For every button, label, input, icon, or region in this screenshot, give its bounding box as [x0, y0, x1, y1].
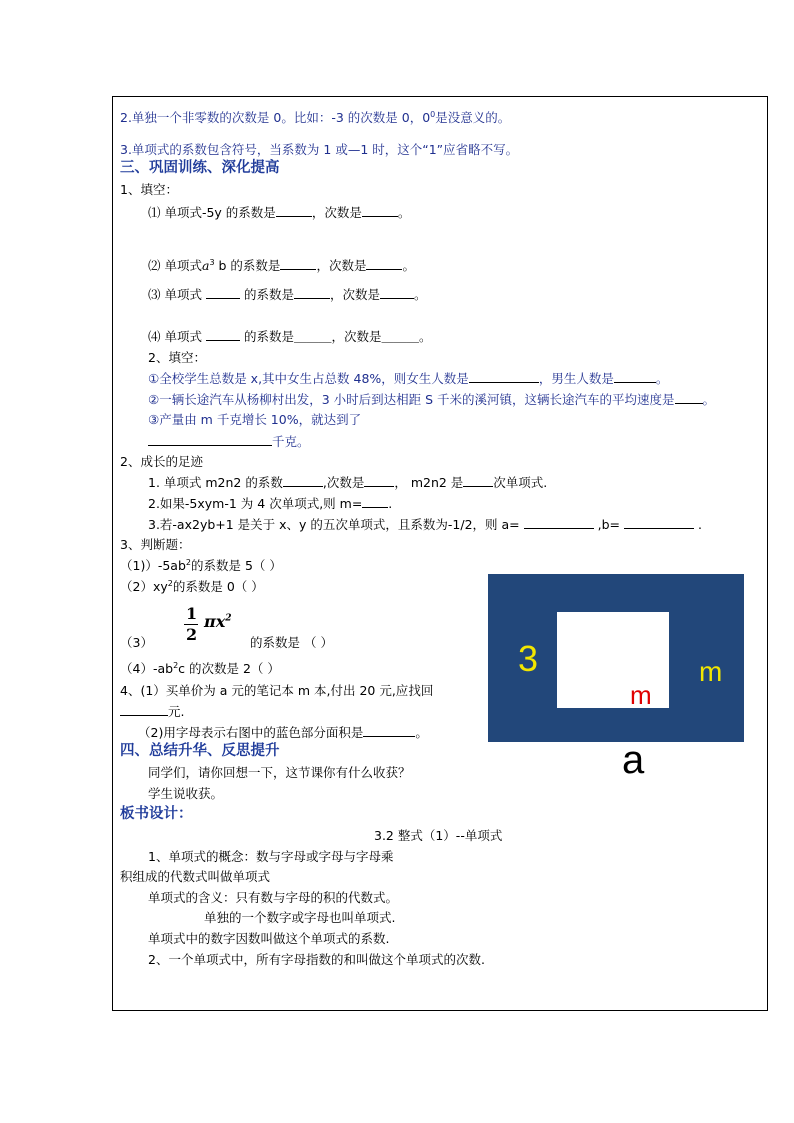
fraction-denominator: 2: [186, 625, 198, 644]
q1-4: [148, 328, 431, 345]
blank[interactable]: [614, 370, 656, 383]
q2-1-end: 。: [655, 371, 669, 386]
q2-3-unit: 千克。: [272, 434, 310, 449]
board-line2: 积组成的代数式叫做单项式: [120, 869, 271, 884]
blank[interactable]: [283, 474, 323, 487]
blank[interactable]: [524, 516, 594, 529]
rule-zero-degree-sup: 0: [430, 109, 436, 119]
figure-bottom-label: a: [622, 738, 645, 782]
growth-1-text-b: ,次数是: [322, 475, 365, 490]
growth-3: [148, 516, 702, 533]
judge-2: [120, 579, 264, 595]
q1-2-text-c: ，次数是: [316, 258, 367, 273]
board-heading: 3.2 整式（1）--单项式: [374, 828, 503, 843]
q1-1: [148, 204, 410, 221]
blank[interactable]: [206, 286, 240, 299]
growth-2: [148, 495, 392, 512]
q1-3-end: 。: [413, 287, 427, 302]
blank[interactable]: [206, 328, 240, 341]
blank[interactable]: [362, 495, 388, 508]
q1-2-end: 。: [402, 258, 415, 273]
q1-1-text-b: ，次数是: [311, 205, 362, 220]
q1-2: [148, 257, 415, 274]
judge-2-tail: 的系数是 0（ ）: [172, 579, 264, 594]
judge-3-tail: 的系数是 （ ）: [250, 635, 333, 650]
blank[interactable]: [148, 433, 272, 446]
q2-1: [148, 370, 668, 387]
growth-2-text: 2.如果-5xym-1 为 4 次单项式,则 m=: [148, 496, 363, 511]
rule-zero-degree: [120, 110, 510, 126]
section4-line1: 同学们，请你回想一下，这节课你有什么收获？: [148, 765, 411, 780]
inner-square: [557, 612, 669, 708]
blank[interactable]: [276, 204, 312, 217]
board-title: 板书设计：: [120, 806, 193, 822]
q4-2-text: （2)用字母表示右图中的蓝色部分面积是: [138, 725, 364, 740]
q1-4-text-b: 的系数是＿＿＿，次数是＿＿＿。: [243, 329, 432, 344]
judge-1-sup: 2: [185, 557, 191, 567]
blank[interactable]: [294, 286, 330, 299]
blank[interactable]: [463, 474, 493, 487]
blank[interactable]: [469, 370, 539, 383]
pi-x-term: [204, 612, 232, 631]
growth-1-end: 次单项式.: [493, 475, 548, 490]
q1-3-text-b: 的系数是: [243, 287, 294, 302]
q2-1-text-b: ，男生人数是: [538, 371, 614, 386]
figure-inner-label: m: [630, 680, 652, 710]
blank[interactable]: [280, 257, 316, 270]
growth-2-end: .: [388, 496, 393, 511]
q4-1-unit: 元.: [168, 704, 185, 719]
var-b: b: [214, 258, 227, 273]
growth-3-end: .: [697, 517, 702, 532]
growth-3-text-b: ,b=: [597, 517, 621, 532]
growth-3-text: 3.若-ax2yb+1 是关于 x、y 的五次单项式，且系数为-1/2，则 a=: [148, 517, 520, 532]
board-line1: 1、单项式的概念：数与字母或字母与字母乘: [148, 849, 394, 864]
growth-1-text-c: ， m2n2 是: [394, 475, 464, 490]
q2-2-end: 。: [702, 392, 716, 407]
q2-1-text: ①全校学生总数是 x,其中女生占总数 48%，则女生人数是: [148, 371, 469, 386]
judge-title: 3、判断题：: [120, 537, 191, 552]
section3-title: 三、巩固训练、深化提高: [120, 160, 280, 176]
section4-title: 四、总结升华、反思提升: [120, 743, 280, 759]
judge-2-text: （2）xy: [120, 579, 168, 594]
q1-3-text-c: ，次数是: [329, 287, 380, 302]
judge-4: [120, 661, 280, 677]
judge-1-tail: 的系数是 5（ ）: [190, 558, 282, 573]
blank[interactable]: [380, 286, 414, 299]
board-line6: 2、一个单项式中，所有字母指数的和叫做这个单项式的次数.: [148, 952, 485, 967]
q1-3-text: ⑶ 单项式: [148, 287, 202, 302]
q2-3: ③产量由 m 千克增长 10%，就达到了: [148, 412, 362, 427]
board-line5: 单项式中的数字因数叫做这个单项式的系数.: [148, 931, 390, 946]
var-a-exponent: 3: [209, 257, 215, 267]
q1-1-end: 。: [397, 205, 411, 220]
rule-zero-degree-tail: 是没意义的。: [435, 110, 511, 125]
q2-label: 2、填空：: [148, 350, 206, 365]
q4-2-end: 。: [415, 725, 428, 740]
blank[interactable]: [366, 257, 402, 270]
section4-line2: 学生说收获。: [148, 786, 224, 801]
q2-2-text: ②一辆长途汽车从杨柳村出发，3 小时后到达相距 S 千米的溪河镇，这辆长途汽车的平均速度是: [148, 392, 675, 407]
q1-2-text-b: 的系数是: [226, 258, 281, 273]
q1-1-text: ⑴ 单项式-5y 的系数是: [148, 205, 276, 220]
judge-4-sup: 2: [173, 660, 179, 670]
blank[interactable]: [362, 204, 398, 217]
q2-3-answer: [148, 433, 310, 450]
blank[interactable]: [120, 703, 168, 716]
growth-1-text: 1. 单项式 m2n2 的系数: [148, 475, 283, 490]
board-line3: 单项式的含义：只有数与字母的积的代数式。: [148, 890, 399, 905]
figure-right-label: m: [699, 656, 723, 687]
blank[interactable]: [364, 474, 394, 487]
q1-3: [148, 286, 427, 303]
blank[interactable]: [363, 724, 415, 737]
judge-1: [120, 558, 282, 574]
figure-left-label: 3: [518, 638, 539, 679]
rule-coefficient: 3.单项式的系数包含符号，当系数为 1 或—1 时，这个“1”应省略不写。: [120, 142, 519, 157]
blank[interactable]: [675, 391, 703, 404]
q4-1-answer: [120, 703, 184, 720]
growth-1: [148, 474, 547, 491]
judge-1-text: （1)）-5ab: [120, 558, 186, 573]
rule-zero-degree-text: 2.单独一个非零数的次数是 0。比如：-3 的次数是 0，0: [120, 110, 431, 125]
board-line4: 单独的一个数字或字母也叫单项式.: [204, 910, 396, 925]
growth-title: 2、成长的足迹: [120, 454, 203, 469]
judge-3-label: （3）: [120, 635, 153, 650]
fraction-numerator: 1: [186, 604, 198, 623]
judge-4-tail: c 的次数是 2（ ）: [178, 661, 280, 676]
q1-2-text: ⑵ 单项式: [148, 258, 202, 273]
judge-2-sup: 2: [167, 578, 173, 588]
q1-4-text: ⑷ 单项式: [148, 329, 202, 344]
judge-4-text: （4）-ab: [120, 661, 174, 676]
q1-label: 1、填空：: [120, 182, 178, 197]
blank[interactable]: [624, 516, 694, 529]
q4-1: 4、(1）买单价为 a 元的笔记本 m 本,付出 20 元,应找回: [120, 683, 434, 698]
area-figure: [488, 574, 744, 742]
pi-x-sup: 2: [225, 613, 232, 624]
q4-2: [138, 724, 428, 741]
pi-x: πx: [204, 612, 226, 631]
var-a: a: [201, 258, 210, 273]
q2-2: [148, 391, 715, 408]
